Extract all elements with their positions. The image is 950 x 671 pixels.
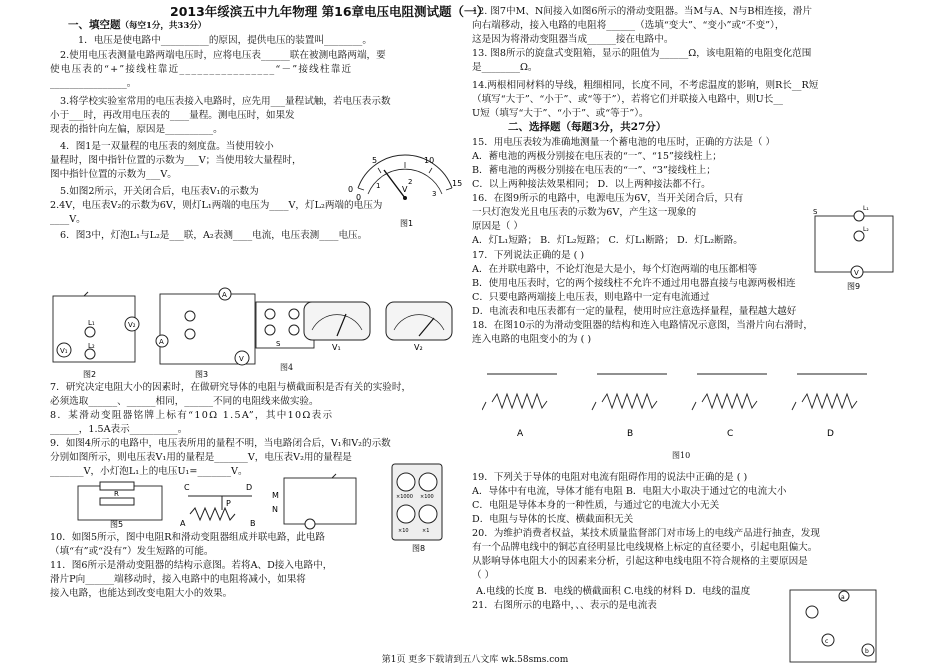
svg-text:R: R: [114, 490, 119, 498]
q2-line2: 使电压表的“+”接线柱靠近________________“－”接线柱靠近: [50, 64, 353, 75]
figure-1-voltmeter: [340, 150, 465, 228]
q19-d: D．电阻与导体的长度、横截面积无关: [472, 514, 634, 525]
svg-text:b: b: [865, 648, 869, 655]
q16-line3: 原因是（ ）: [472, 221, 524, 232]
figure-5-circuit: [70, 476, 170, 528]
tick-2: 2: [408, 178, 413, 186]
q10-line1: 10．如图5所示，图中电阻R和滑动变阻器组成并联电路，此电路: [50, 532, 325, 543]
q11-line1: 11．图6所示是滑动变阻器的结构示意图。若将A、D接入电路中，: [50, 560, 333, 571]
figure-7-circuit: [270, 470, 365, 532]
q17-c: C．只要电路两端接上电压表，则电路中一定有电流通过: [472, 292, 710, 303]
q4-line3: 图中指针位置的示数为___V。: [50, 169, 177, 180]
figure-9-circuit: [807, 200, 907, 290]
svg-text:×10: ×10: [398, 528, 409, 534]
q5-line1: 5.如图2所示，开关闭合后，电压表V₁的示数为: [60, 186, 259, 197]
figure-4-meter-v2: [384, 300, 456, 352]
v2-label: V₂: [128, 321, 136, 329]
svg-text:B: B: [627, 429, 634, 439]
q16-line2: 一只灯泡发光且电压表的示数为6V，产生这一现象的: [472, 207, 697, 218]
page-footer: 第1页 更多下载请到五八文库 wk.58sms.com: [381, 655, 569, 665]
q7-line2: 必须选取______、______相同，______不同的电阻线来做实验。: [50, 396, 319, 407]
q9-line1: 9．如图4所示的电路中，电压表所用的量程不明，当电路闭合后，V₁和V₂的示数: [50, 438, 391, 449]
q18-line1: 18．在图10示的为滑动变阻器的结构和连入电路情况示意图，当滑片向右滑时，: [472, 320, 814, 331]
q19-stem: 19．下列关于导体的电阻对电流有阻碍作用的说法中正确的是 ( ): [472, 472, 748, 483]
svg-text:D: D: [827, 429, 834, 439]
q8-line1: 8．某滑动变阻器铭牌上标有“10Ω 1.5A”，其中10Ω表示: [50, 410, 334, 421]
q17-a: A．在并联电路中，不论灯泡是大是小，每个灯泡两端的电压都相等: [472, 264, 758, 275]
q17-stem: 17．下列说法正确的是 ( ): [472, 250, 585, 261]
section-fill-blank: [68, 20, 206, 32]
q5-line2: 2.4V，电压表V₂的示数为6V，则灯L₁两端的电压为____V，灯L₂两端的电压为: [50, 200, 383, 211]
q4-line2: 量程时，图中指针位置的示数为___V；当使用较大量程时，: [50, 155, 302, 166]
tick-0: 0: [348, 185, 354, 194]
q14-line1: 14.两根相同材料的导线，粗细相同，长度不同，不考虑温度的影响，则R长__R短: [472, 80, 819, 91]
figure-4-caption: 图4: [280, 363, 294, 372]
section-note: （每空1分，共33分）: [120, 21, 207, 31]
q15-cd: C．以上两种接法效果相同； D．以上两种接法都不行。: [472, 179, 711, 190]
svg-text:L₁: L₁: [863, 205, 869, 212]
svg-text:M: M: [272, 491, 279, 500]
svg-text:S: S: [276, 340, 281, 348]
q7-line1: 7．研究决定电阻大小的因素时，在做研究导体的电阻与横截面积是否有关的实验时，: [50, 382, 412, 393]
figure-2-caption: 图2: [83, 370, 97, 378]
q20-line3: 从影响导体电阻大小的因素来分析，引起这种电线电阻不符合规格的主要原因是: [472, 556, 808, 567]
svg-text:V: V: [854, 269, 859, 277]
svg-text:P: P: [226, 499, 231, 508]
svg-text:C: C: [727, 429, 734, 439]
figure-9-caption: 图9: [847, 282, 861, 290]
svg-text:A: A: [180, 519, 186, 528]
figure-2-circuit: [48, 290, 143, 378]
q2-line3: ________________。: [50, 78, 137, 89]
svg-text:×1000: ×1000: [396, 494, 413, 500]
svg-text:A: A: [159, 338, 164, 346]
figure-1-caption: 图1: [400, 219, 414, 228]
q15-a: A．蓄电池的两极分别接在电压表的“一”、“15”接线柱上；: [472, 151, 722, 162]
svg-text:C: C: [184, 483, 190, 492]
svg-text:A: A: [222, 291, 227, 299]
figure-6-rheostat: [180, 480, 265, 528]
svg-text:×100: ×100: [420, 494, 434, 500]
figure-10-caption: 图10: [672, 451, 691, 460]
q9-line2: 分别如图所示，则电压表V₁用的量程是_______V，电压表V₂用的量程是: [50, 452, 352, 463]
figure-4-meter-v1: [302, 300, 374, 352]
q15-b: B．蓄电池的两极分别接在电压表的“一”、“3”接线柱上；: [472, 165, 716, 176]
terminal-minus: 0: [356, 193, 362, 202]
q13-line2: 是________Ω。: [472, 62, 538, 73]
svg-text:c: c: [825, 638, 829, 645]
q19-ab: A．导体中有电流，导体才能有电阻 B．电阻大小取决于通过它的电流大小: [472, 486, 787, 497]
svg-text:D: D: [246, 483, 253, 492]
svg-text:L₁: L₁: [88, 319, 95, 327]
svg-text:L₂: L₂: [88, 342, 95, 350]
q15-stem: 15．用电压表较为准确地测量一个蓄电池的电压时，正确的方法是（ ）: [472, 137, 776, 148]
figure-5-caption: 图5: [110, 520, 124, 528]
q2-line1: 2.使用电压表测量电路两端电压时，应将电压表______联在被测电路两端，要: [60, 50, 386, 61]
q11-line2: 滑片P向______端移动时，接入电路中的电阻将减小，如果将: [50, 574, 306, 585]
q9-line3: _______V，小灯泡L₁上的电压U₁=_______V。: [50, 466, 248, 477]
v2-caption: V₂: [414, 343, 423, 352]
q4-line1: 4．图1是一双量程的电压表的刻度盘。当使用较小: [60, 141, 274, 152]
q21: 21．右图所示的电路中，、、表示的是电流表: [472, 600, 657, 611]
q3-line2: 小于___时，再改用电压表的____量程。测电压时，如果发: [50, 110, 295, 121]
q19-c: C．电阻是导体本身的一种性质，与通过它的电流大小无关: [472, 500, 720, 511]
svg-text:L₂: L₂: [863, 226, 869, 233]
q12-line2: 向右端移动，接入电路的电阻将______（选填“变大”、“变小”或“不变”），: [472, 20, 785, 31]
q14-line2: （填写“大于”、“小于”、或“等于”），若将它们并联接入电路中，则U长__: [472, 94, 783, 105]
q13-line1: 13. 图8所示的旋盘式变阻箱，显示的阻值为______Ω，该电阻箱的电阻变化范围: [472, 48, 812, 59]
q16-line1: 16．在图9所示的电路中，电源电压为6V，当开关闭合后，只有: [472, 193, 744, 204]
q6: 6．图3中，灯泡L₁与L₂是___联，A₂表测____电流，电压表测____电压。: [60, 230, 368, 241]
tick-1: 1: [376, 182, 381, 190]
q17-b: B．使用电压表时，它的两个接线柱不允许不通过用电器直接与电源两极相连: [472, 278, 796, 289]
tick-10: 10: [424, 156, 435, 165]
tick-5: 5: [372, 156, 378, 165]
svg-text:V: V: [239, 355, 244, 363]
q8-line2: ______，1.5A表示__________。: [50, 424, 188, 435]
tick-15: 15: [452, 179, 463, 188]
figure-3-circuit: [150, 286, 265, 378]
section-title: 一、填空题: [68, 19, 121, 31]
q10-line2: （填“有”或“没有”）发生短路的可能。: [50, 546, 214, 557]
figure-3-caption: 图3: [195, 370, 209, 378]
q1: 1．电压是使电路中__________的原因，提供电压的装置叫________。: [78, 35, 372, 46]
q20-options: A.电线的长度 B．电线的横截面积 C.电线的材料 D．电线的温度: [476, 586, 751, 597]
q20-line4: （ ）: [472, 570, 495, 581]
figure-10-rheostats: [482, 352, 912, 442]
svg-text:N: N: [272, 505, 278, 514]
svg-text:a: a: [841, 594, 845, 601]
meter-unit: V: [402, 185, 408, 194]
q16-options: A．灯L₁短路； B．灯L₂短路； C．灯L₁断路； D．灯L₂断路。: [472, 235, 743, 246]
v1-caption: V₁: [332, 343, 341, 352]
q3-line1: 3.将学校实验室常用的电压表接入电路时，应先用___量程试触，若电压表示数: [60, 96, 391, 107]
svg-text:×1: ×1: [422, 528, 430, 534]
q17-d: D．电流表和电压表都有一定的量程，使用时应注意选择量程，量程越大越好: [472, 306, 797, 317]
q14-line3: U短（填写“大于”、“小于”、或“等于”）。: [472, 108, 649, 119]
figure-8-resistance-box: [390, 462, 445, 552]
q18-line2: 连入电路的电阻变小的为 ( ): [472, 334, 592, 345]
q11-line3: 接入电路，也能达到改变电阻大小的效果。: [50, 588, 233, 599]
q20-line1: 20．为维护消费者权益，某技术质量监督部门对市场上的电线产品进行抽查，发现: [472, 528, 820, 539]
page-title: 2013年绥滨五中九年物理 第16章电压电阻测试题（一）: [170, 4, 490, 19]
q12-line1: 12. 图7中M、N间接入如图6所示的滑动变阻器。当M与A、N与B相连接，滑片: [472, 6, 812, 17]
q3-line3: 现表的指针向左偏，原因是__________。: [50, 124, 223, 135]
q20-line2: 有一个品牌电线中的铜芯直径明显比电线规格上标定的直径要小，引起电阻偏大。: [472, 542, 818, 553]
svg-text:B: B: [250, 519, 256, 528]
svg-text:S: S: [813, 208, 818, 216]
section-choice: 二、选择题（每题3分，共27分）: [508, 121, 667, 133]
q12-line3: 这是因为将滑动变阻器当成______接在电路中。: [472, 34, 674, 45]
q5-line3: ____V。: [50, 214, 86, 225]
tick-3: 3: [432, 190, 437, 198]
figure-8-caption: 图8: [412, 544, 426, 552]
svg-text:A: A: [517, 429, 524, 439]
v1-label: V₁: [60, 347, 68, 355]
